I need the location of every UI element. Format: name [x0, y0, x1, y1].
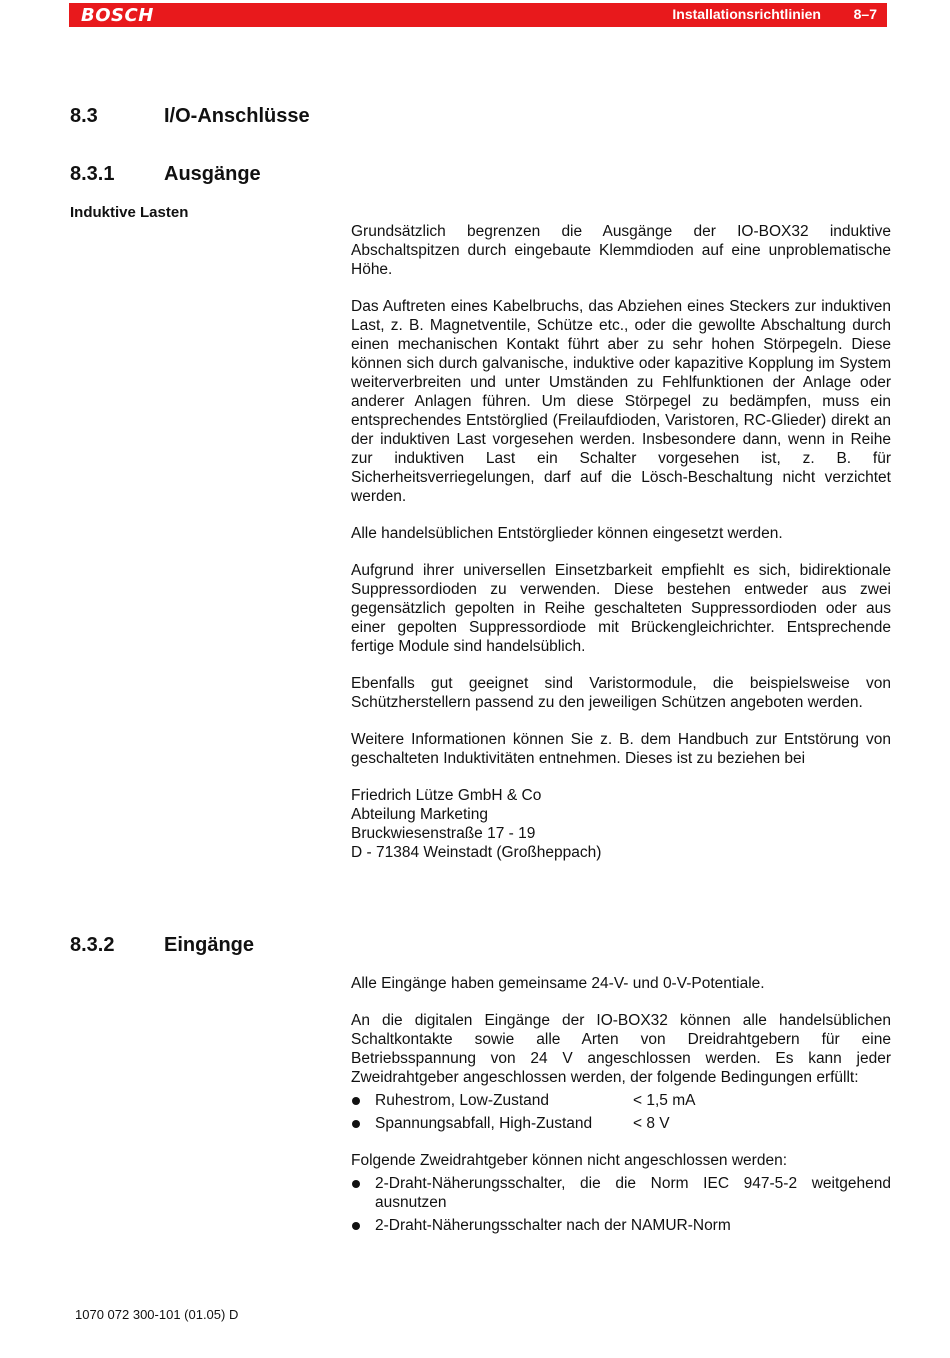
bullet-icon: [352, 1180, 360, 1188]
conditions-list: [351, 1091, 891, 1133]
paragraph: Alle handelsüblichen Entstörglieder können eingesetzt werden.: [351, 525, 783, 542]
bullet-icon: [352, 1120, 360, 1128]
list-item: [351, 1174, 891, 1212]
page-number: 8–7: [853, 6, 877, 22]
address-line: Bruckwiesenstraße 17 - 19: [351, 825, 536, 842]
condition-value: < 1,5 mA: [633, 1092, 696, 1109]
outputs-body: [351, 222, 891, 862]
footer-doc-number: 1070 072 300-101 (01.05) D: [75, 1307, 239, 1322]
not-connectable-list: [351, 1174, 891, 1235]
paragraph: An die digitalen Eingänge der IO-BOX32 können alle handelsüblichen Schaltkontakte sowie alle Arten von Dreidrahtgebern für eine Betriebsspannung von 24 V angeschlossen werden. Es kann jeder Zweidrahtgeber angeschlossen werden, der folgende Bedingungen erfüllt:: [351, 1012, 891, 1086]
paragraph: Weitere Informationen können Sie z. B. dem Handbuch zur Entstörung von geschalteten Induktivitäten entnehmen. Dieses ist zu beziehen bei: [351, 731, 891, 767]
inputs-body: [351, 974, 891, 1239]
paragraph: Folgende Zweidrahtgeber können nicht angeschlossen werden:: [351, 1152, 788, 1169]
list-item: [351, 1114, 891, 1133]
section-title: Eingänge: [164, 934, 255, 956]
list-item-text: 2-Draht-Näherungsschalter, die die Norm IEC 947-5-2 weitgehend ausnutzen: [375, 1175, 891, 1211]
paragraph: Alle Eingänge haben gemeinsame 24-V- und 0-V-Potentiale.: [351, 975, 765, 992]
section-number: 8.3.1: [70, 163, 115, 185]
bullet-icon: [352, 1222, 360, 1230]
list-item: [351, 1216, 891, 1235]
paragraph: Grundsätzlich begrenzen die Ausgänge der IO-BOX32 induktive Abschaltspitzen durch eingebaute Klemmdioden auf eine unproblematische Höhe.: [351, 223, 891, 278]
header-title: Installationsrichtlinien: [672, 6, 821, 22]
heading-8-3-1: [70, 163, 261, 186]
section-title: I/O-Anschlüsse: [164, 105, 310, 127]
section-number: 8.3: [70, 105, 98, 127]
address-line: Friedrich Lütze GmbH & Co: [351, 787, 542, 804]
side-heading: Induktive Lasten: [70, 204, 189, 221]
address-line: Abteilung Marketing: [351, 806, 488, 823]
condition-label: Ruhestrom, Low-Zustand: [375, 1092, 550, 1109]
paragraph: Aufgrund ihrer universellen Einsetzbarkeit empfiehlt es sich, bidirektionale Suppressordioden zu verwenden. Diese bestehen entweder aus zwei gegensätzlich gepolten in Reihe geschalteten Suppressordioden oder aus einer gepolten Suppressordiode mit Brückengleichrichter. Entsprechende fertige Module sind handelsüblich.: [351, 562, 891, 655]
section-number: 8.3.2: [70, 934, 115, 956]
address-block: [351, 786, 891, 862]
condition-value: < 8 V: [633, 1115, 670, 1132]
list-item: [351, 1091, 891, 1110]
paragraph: Das Auftreten eines Kabelbruchs, das Abziehen eines Steckers zur induktiven Last, z. B. Magnetventile, Schütze etc., oder die gewollte Abschaltung durch einen mechanischen Kontakt führt aber zu sehr hohen Störpegeln. Diese können sich durch galvanische, induktive oder kapazitive Kopplung im System weiterverbreiten und unter Umständen zu Fehlfunktionen der Anlage oder anderer Anlagen führen. Um diese Störpegel zu bedämpfen, muss ein entsprechendes Entstörglied (Freilaufdioden, Varistoren, RC-Glieder) direkt an der induktiven Last vorgesehen werden. Insbesondere dann, wenn in Reihe zur induktiven Last ein Schalter vorgesehen ist, z. B. für Sicherheitsverriegelungen, darf auf die Lösch-Beschaltung nicht verzichtet werden.: [351, 298, 891, 505]
condition-label: Spannungsabfall, High-Zustand: [375, 1115, 593, 1132]
address-line: D - 71384 Weinstadt (Großheppach): [351, 844, 602, 861]
brand-logo: BOSCH: [81, 5, 154, 26]
page-header-bar: [69, 3, 887, 27]
paragraph: Ebenfalls gut geeignet sind Varistormodule, die beispielsweise von Schützherstellern passend zu den jeweiligen Schützen angeboten werden.: [351, 675, 891, 711]
list-item-text: 2-Draht-Näherungsschalter nach der NAMUR-Norm: [375, 1217, 731, 1234]
heading-8-3-2: [70, 934, 254, 957]
section-title: Ausgänge: [164, 163, 261, 185]
heading-8-3: [70, 105, 310, 128]
bullet-icon: [352, 1097, 360, 1105]
